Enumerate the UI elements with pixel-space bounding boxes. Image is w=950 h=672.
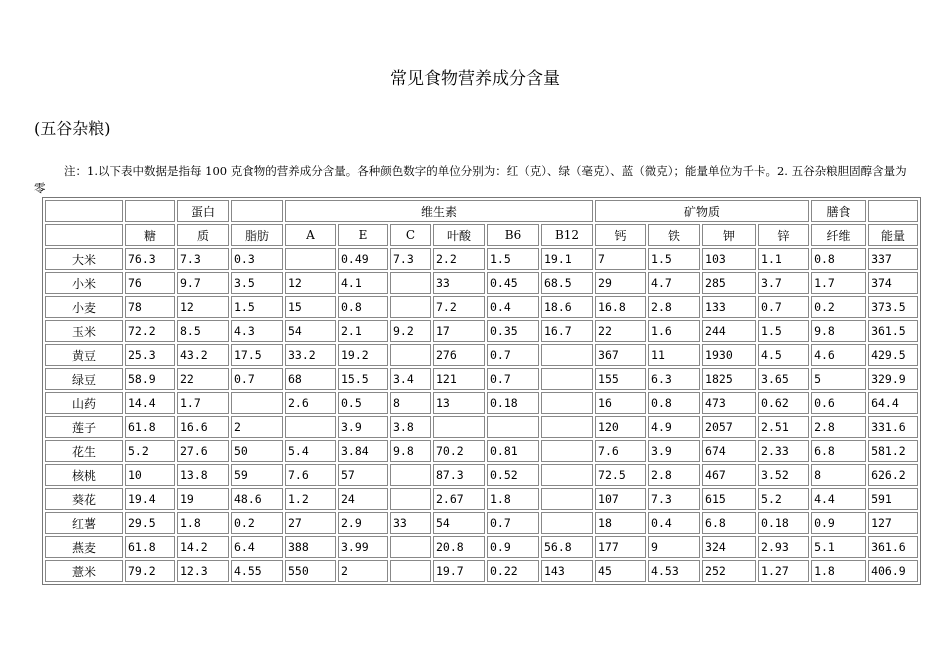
food-name-cell: 玉米	[45, 320, 123, 342]
value-cell: 107	[595, 488, 646, 510]
value-cell: 155	[595, 368, 646, 390]
value-cell	[433, 416, 485, 438]
value-cell: 0.81	[487, 440, 539, 462]
value-cell: 19.7	[433, 560, 485, 582]
table-row	[45, 488, 918, 510]
value-cell: 244	[702, 320, 756, 342]
value-cell: 1930	[702, 344, 756, 366]
value-cell: 1.8	[487, 488, 539, 510]
value-cell	[541, 416, 593, 438]
value-cell: 0.7	[758, 296, 809, 318]
food-name-cell: 小米	[45, 272, 123, 294]
value-cell: 1.8	[177, 512, 229, 534]
value-cell: 3.99	[338, 536, 388, 558]
value-cell	[541, 464, 593, 486]
value-cell: 5.4	[285, 440, 336, 462]
value-cell: 5.1	[811, 536, 866, 558]
value-cell: 367	[595, 344, 646, 366]
value-cell: 120	[595, 416, 646, 438]
value-cell: 3.84	[338, 440, 388, 462]
value-cell: 0.7	[487, 512, 539, 534]
column-header: 叶酸	[433, 224, 485, 246]
food-name-cell: 红薯	[45, 512, 123, 534]
value-cell: 374	[868, 272, 918, 294]
value-cell: 25.3	[125, 344, 175, 366]
value-cell: 33.2	[285, 344, 336, 366]
table-row	[45, 512, 918, 534]
table-row	[45, 440, 918, 462]
value-cell: 7.6	[595, 440, 646, 462]
table-row	[45, 416, 918, 438]
value-cell: 615	[702, 488, 756, 510]
table-note: 注：1.以下表中数据是指每 100 克食物的营养成分含量。各种颜色数字的单位分别为：红（克）、绿（毫克）、蓝（微克）；能量单位为千卡。2. 五谷杂粮胆固醇含量为零	[34, 164, 907, 195]
column-header: 质	[177, 224, 229, 246]
value-cell: 2.9	[338, 512, 388, 534]
group-header-protein: 蛋白	[177, 200, 229, 222]
column-header: A	[285, 224, 336, 246]
value-cell: 2.33	[758, 440, 809, 462]
value-cell: 0.4	[648, 512, 700, 534]
value-cell: 0.18	[487, 392, 539, 414]
value-cell	[390, 488, 431, 510]
value-cell: 1.7	[811, 272, 866, 294]
value-cell: 16.6	[177, 416, 229, 438]
value-cell: 0.9	[811, 512, 866, 534]
value-cell: 59	[231, 464, 283, 486]
value-cell: 18	[595, 512, 646, 534]
food-name-cell: 黄豆	[45, 344, 123, 366]
value-cell: 1.2	[285, 488, 336, 510]
value-cell	[231, 392, 283, 414]
value-cell: 373.5	[868, 296, 918, 318]
value-cell: 2.8	[648, 296, 700, 318]
column-header: E	[338, 224, 388, 246]
value-cell: 29	[595, 272, 646, 294]
column-header: 能量	[868, 224, 918, 246]
value-cell: 3.52	[758, 464, 809, 486]
value-cell: 3.9	[338, 416, 388, 438]
group-header-row	[45, 200, 918, 222]
column-header-row	[45, 224, 918, 246]
group-header-cell	[125, 200, 175, 222]
value-cell: 0.7	[487, 344, 539, 366]
value-cell: 674	[702, 440, 756, 462]
value-cell: 6.8	[702, 512, 756, 534]
value-cell	[390, 344, 431, 366]
value-cell	[285, 248, 336, 270]
food-name-cell: 薏米	[45, 560, 123, 582]
value-cell: 0.6	[811, 392, 866, 414]
value-cell: 2.67	[433, 488, 485, 510]
column-header: 锌	[758, 224, 809, 246]
value-cell: 3.7	[758, 272, 809, 294]
value-cell: 12.3	[177, 560, 229, 582]
value-cell: 15	[285, 296, 336, 318]
value-cell: 0.5	[338, 392, 388, 414]
group-header-cell	[868, 200, 918, 222]
value-cell: 19	[177, 488, 229, 510]
value-cell: 8	[390, 392, 431, 414]
value-cell	[390, 464, 431, 486]
table-row	[45, 392, 918, 414]
value-cell: 337	[868, 248, 918, 270]
value-cell: 7.3	[648, 488, 700, 510]
value-cell: 1.6	[648, 320, 700, 342]
value-cell: 0.9	[487, 536, 539, 558]
value-cell: 626.2	[868, 464, 918, 486]
value-cell: 388	[285, 536, 336, 558]
value-cell: 0.22	[487, 560, 539, 582]
value-cell: 27.6	[177, 440, 229, 462]
table-row	[45, 560, 918, 582]
value-cell: 9.2	[390, 320, 431, 342]
value-cell	[541, 440, 593, 462]
food-name-cell: 葵花	[45, 488, 123, 510]
value-cell: 8.5	[177, 320, 229, 342]
value-cell: 45	[595, 560, 646, 582]
value-cell: 0.4	[487, 296, 539, 318]
value-cell: 5.2	[758, 488, 809, 510]
table-body	[45, 248, 918, 582]
value-cell: 61.8	[125, 536, 175, 558]
food-name-cell: 莲子	[45, 416, 123, 438]
value-cell: 361.6	[868, 536, 918, 558]
group-header-minerals: 矿物质	[595, 200, 809, 222]
value-cell: 2.8	[648, 464, 700, 486]
column-header: 脂肪	[231, 224, 283, 246]
value-cell	[390, 536, 431, 558]
value-cell: 406.9	[868, 560, 918, 582]
value-cell: 27	[285, 512, 336, 534]
value-cell: 331.6	[868, 416, 918, 438]
value-cell: 9.8	[811, 320, 866, 342]
value-cell: 6.8	[811, 440, 866, 462]
value-cell: 64.4	[868, 392, 918, 414]
value-cell: 16.7	[541, 320, 593, 342]
value-cell: 2.1	[338, 320, 388, 342]
value-cell: 1.1	[758, 248, 809, 270]
value-cell: 0.8	[648, 392, 700, 414]
value-cell: 143	[541, 560, 593, 582]
value-cell: 12	[285, 272, 336, 294]
value-cell: 285	[702, 272, 756, 294]
value-cell: 133	[702, 296, 756, 318]
value-cell: 550	[285, 560, 336, 582]
value-cell: 14.2	[177, 536, 229, 558]
value-cell: 3.5	[231, 272, 283, 294]
value-cell	[487, 416, 539, 438]
value-cell: 0.49	[338, 248, 388, 270]
value-cell: 4.3	[231, 320, 283, 342]
column-header: 纤维	[811, 224, 866, 246]
food-name-cell: 大米	[45, 248, 123, 270]
value-cell: 17	[433, 320, 485, 342]
value-cell: 0.8	[338, 296, 388, 318]
table-row	[45, 272, 918, 294]
value-cell: 50	[231, 440, 283, 462]
nutrition-table	[42, 197, 921, 585]
column-header: 糖	[125, 224, 175, 246]
value-cell: 9.7	[177, 272, 229, 294]
section-heading: (五谷杂粮)	[34, 119, 111, 138]
value-cell: 0.2	[811, 296, 866, 318]
value-cell: 5.2	[125, 440, 175, 462]
value-cell: 19.4	[125, 488, 175, 510]
value-cell: 7.2	[433, 296, 485, 318]
value-cell: 20.8	[433, 536, 485, 558]
value-cell: 361.5	[868, 320, 918, 342]
value-cell: 15.5	[338, 368, 388, 390]
value-cell: 324	[702, 536, 756, 558]
value-cell: 79.2	[125, 560, 175, 582]
value-cell: 0.2	[231, 512, 283, 534]
value-cell: 2	[231, 416, 283, 438]
value-cell: 1.8	[811, 560, 866, 582]
value-cell: 429.5	[868, 344, 918, 366]
value-cell: 6.3	[648, 368, 700, 390]
value-cell: 1.5	[231, 296, 283, 318]
value-cell: 19.1	[541, 248, 593, 270]
value-cell: 61.8	[125, 416, 175, 438]
value-cell: 56.8	[541, 536, 593, 558]
value-cell: 0.7	[231, 368, 283, 390]
value-cell: 276	[433, 344, 485, 366]
value-cell: 2057	[702, 416, 756, 438]
value-cell: 54	[285, 320, 336, 342]
value-cell: 4.55	[231, 560, 283, 582]
value-cell: 0.7	[487, 368, 539, 390]
value-cell: 2	[338, 560, 388, 582]
value-cell: 16	[595, 392, 646, 414]
value-cell: 1.7	[177, 392, 229, 414]
table-row	[45, 368, 918, 390]
value-cell: 14.4	[125, 392, 175, 414]
column-header: 钙	[595, 224, 646, 246]
value-cell: 5	[811, 368, 866, 390]
value-cell: 72.5	[595, 464, 646, 486]
page-title: 常见食物营养成分含量	[390, 69, 560, 89]
value-cell	[541, 512, 593, 534]
value-cell: 78	[125, 296, 175, 318]
value-cell: 1.5	[758, 320, 809, 342]
column-header: C	[390, 224, 431, 246]
food-name-cell: 燕麦	[45, 536, 123, 558]
value-cell: 3.65	[758, 368, 809, 390]
value-cell	[390, 296, 431, 318]
table-row	[45, 536, 918, 558]
value-cell: 1.27	[758, 560, 809, 582]
value-cell: 18.6	[541, 296, 593, 318]
value-cell: 17.5	[231, 344, 283, 366]
value-cell: 127	[868, 512, 918, 534]
value-cell: 58.9	[125, 368, 175, 390]
value-cell: 121	[433, 368, 485, 390]
table-row	[45, 320, 918, 342]
value-cell: 87.3	[433, 464, 485, 486]
column-header: B12	[541, 224, 593, 246]
value-cell: 0.45	[487, 272, 539, 294]
value-cell: 7.3	[177, 248, 229, 270]
value-cell: 24	[338, 488, 388, 510]
value-cell	[390, 272, 431, 294]
value-cell: 76	[125, 272, 175, 294]
value-cell: 2.8	[811, 416, 866, 438]
value-cell: 2.6	[285, 392, 336, 414]
value-cell: 76.3	[125, 248, 175, 270]
value-cell: 4.4	[811, 488, 866, 510]
value-cell: 1.5	[648, 248, 700, 270]
value-cell: 9.8	[390, 440, 431, 462]
value-cell: 2.93	[758, 536, 809, 558]
group-header-vitamins: 维生素	[285, 200, 593, 222]
value-cell: 467	[702, 464, 756, 486]
value-cell: 12	[177, 296, 229, 318]
value-cell	[390, 560, 431, 582]
value-cell: 591	[868, 488, 918, 510]
value-cell: 22	[177, 368, 229, 390]
food-name-cell: 核桃	[45, 464, 123, 486]
column-header: B6	[487, 224, 539, 246]
value-cell: 13	[433, 392, 485, 414]
column-header	[45, 224, 123, 246]
value-cell: 4.53	[648, 560, 700, 582]
value-cell: 7.6	[285, 464, 336, 486]
column-header: 铁	[648, 224, 700, 246]
value-cell: 33	[433, 272, 485, 294]
table-row	[45, 248, 918, 270]
value-cell: 8	[811, 464, 866, 486]
column-header: 钾	[702, 224, 756, 246]
value-cell: 4.1	[338, 272, 388, 294]
value-cell: 0.62	[758, 392, 809, 414]
value-cell: 0.52	[487, 464, 539, 486]
value-cell: 0.35	[487, 320, 539, 342]
value-cell: 70.2	[433, 440, 485, 462]
value-cell: 54	[433, 512, 485, 534]
value-cell: 1.5	[487, 248, 539, 270]
value-cell: 103	[702, 248, 756, 270]
value-cell: 329.9	[868, 368, 918, 390]
food-name-cell: 花生	[45, 440, 123, 462]
food-name-cell: 小麦	[45, 296, 123, 318]
value-cell: 29.5	[125, 512, 175, 534]
value-cell: 7	[595, 248, 646, 270]
value-cell: 4.7	[648, 272, 700, 294]
table-row	[45, 464, 918, 486]
value-cell	[541, 392, 593, 414]
value-cell	[285, 416, 336, 438]
value-cell: 43.2	[177, 344, 229, 366]
value-cell: 2.51	[758, 416, 809, 438]
value-cell: 0.18	[758, 512, 809, 534]
value-cell: 473	[702, 392, 756, 414]
food-name-cell: 绿豆	[45, 368, 123, 390]
value-cell: 72.2	[125, 320, 175, 342]
table-row	[45, 344, 918, 366]
food-name-cell: 山药	[45, 392, 123, 414]
value-cell: 10	[125, 464, 175, 486]
value-cell: 252	[702, 560, 756, 582]
value-cell: 3.8	[390, 416, 431, 438]
value-cell: 4.9	[648, 416, 700, 438]
value-cell: 16.8	[595, 296, 646, 318]
value-cell: 33	[390, 512, 431, 534]
group-header-dietary: 膳食	[811, 200, 866, 222]
value-cell: 4.5	[758, 344, 809, 366]
value-cell: 0.8	[811, 248, 866, 270]
value-cell: 581.2	[868, 440, 918, 462]
value-cell: 48.6	[231, 488, 283, 510]
value-cell: 0.3	[231, 248, 283, 270]
value-cell	[541, 488, 593, 510]
value-cell: 11	[648, 344, 700, 366]
value-cell: 22	[595, 320, 646, 342]
value-cell: 7.3	[390, 248, 431, 270]
group-header-cell	[231, 200, 283, 222]
value-cell: 68	[285, 368, 336, 390]
value-cell	[541, 368, 593, 390]
value-cell	[541, 344, 593, 366]
value-cell: 1825	[702, 368, 756, 390]
value-cell: 19.2	[338, 344, 388, 366]
value-cell: 3.9	[648, 440, 700, 462]
value-cell: 177	[595, 536, 646, 558]
value-cell: 4.6	[811, 344, 866, 366]
table-row	[45, 296, 918, 318]
value-cell: 6.4	[231, 536, 283, 558]
value-cell: 9	[648, 536, 700, 558]
value-cell: 57	[338, 464, 388, 486]
value-cell: 68.5	[541, 272, 593, 294]
group-header-cell	[45, 200, 123, 222]
value-cell: 2.2	[433, 248, 485, 270]
value-cell: 3.4	[390, 368, 431, 390]
value-cell: 13.8	[177, 464, 229, 486]
